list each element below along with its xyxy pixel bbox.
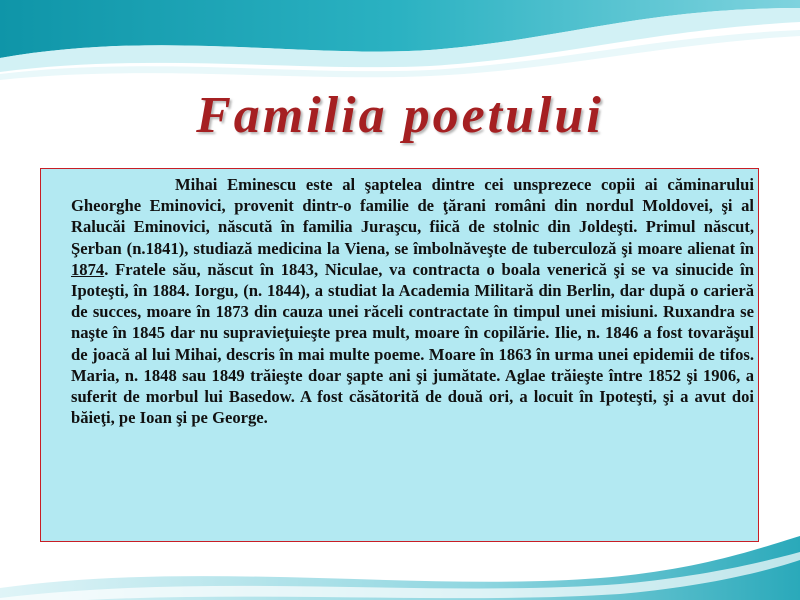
paragraph-part-2: Gheorghe Eminovici, provenit dintr-o familie de ţărani români din nordul Moldovei, şi al Ralucăi Eminovici, născută în familia Juraşcu, fiică de stolnic din Joldeşti. Primul născut, Şerban (n.1841), studiază medicina la Viena, se îmbolnăveşte de tuberculoză şi moare alienat în <box>71 196 754 258</box>
family-paragraph <box>71 174 754 428</box>
paragraph-part-4: . Fratele său, născut în 1843, Niculae, va contracta o boala venerică şi se va sinucide în Ipoteşti, în 1884. Iorgu, (n. 1844), a studiat la Academia Militară din Berlin, dar după o carieră de succes, moare în 1873 din cauza unei răceli contractate în timpul unei misiuni. Ruxandra se naşte în 1845 dar nu supravieţuieşte prea mult, moare în copilărie. Ilie, n. 1846 a fost tovarăşul de joacă al lui Mihai, descris în mai multe poeme. Moare în 1863 în urma unei epidemii de tifos. Maria, n. 1848 sau 1849 trăieşte doar şapte ani şi jumătate. Aglae trăieşte între 1852 şi 1906, a suferit de morbul lui Basedow. A fost căsătorită de două ori, a locuit în Ipoteşti, şi a avut doi băieţi, pe Ioan şi pe George. <box>71 259 754 428</box>
text-box <box>40 168 759 542</box>
paragraph-underlined-year: 1874 <box>71 259 105 279</box>
slide-title: Familia poetului <box>196 87 604 144</box>
paragraph-part-1: Mihai Eminescu este al şaptelea dintre cei unsprezece copii ai căminarului <box>175 175 754 194</box>
